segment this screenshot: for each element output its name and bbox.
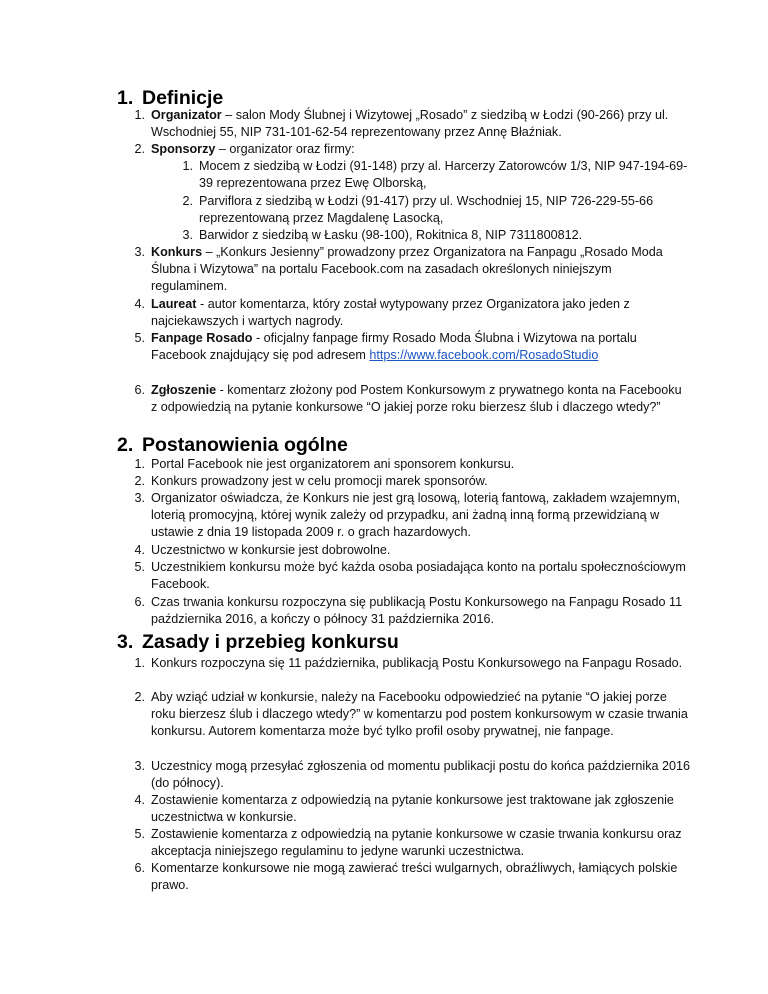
list-item: 4. Uczestnictwo w konkursie jest dobrowolne. bbox=[134, 543, 391, 557]
list-item: 5. Uczestnikiem konkursu może być każda osoba posiadająca konto na portalu społecznościowym Facebook. bbox=[134, 560, 686, 592]
list-item: 2. Sponsorzy – organizator oraz firmy: bbox=[134, 142, 355, 156]
list-item: 6. Czas trwania konkursu rozpoczyna się publikacją Postu Konkursowego na Fanpagu Rosado 11 października 2016, a kończy o północy 31 października 2016. bbox=[134, 595, 683, 627]
list-item: 5. Fanpage Rosado - oficjalny fanpage firmy Rosado Moda Ślubna i Wizytowa na portalu Facebook znajdujący się pod adresem https://www.facebook.com/RosadoStudio bbox=[134, 331, 637, 363]
sub-list-item: 1. Mocem z siedzibą w Łodzi (91-148) przy al. Harcerzy Zatorowców 1/3, NIP 947-194-69-39 reprezentowana przez Ewę Olborską, bbox=[182, 159, 688, 191]
list-item: 2. Konkurs prowadzony jest w celu promocji marek sponsorów. bbox=[134, 474, 488, 488]
list-item: 3. Konkurs – „Konkurs Jesienny” prowadzony przez Organizatora na Fanpagu „Rosado Moda Ślubna i Wizytowa” na portalu Facebook.com na zasadach określonych niniejszym regulaminem. bbox=[134, 245, 663, 294]
fanpage-link[interactable]: https://www.facebook.com/RosadoStudio bbox=[369, 348, 599, 363]
section-heading-postanowienia: 2. Postanowienia ogólne bbox=[117, 434, 348, 456]
sub-list-item: 3. Barwidor z siedzibą w Łasku (98-100), Rokitnica 8, NIP 7311800812. bbox=[182, 228, 583, 242]
list-item: 2. Aby wziąć udział w konkursie, należy na Facebooku odpowiedzieć na pytanie “O jakiej porze roku bierzesz ślub i dlaczego wtedy?” w komentarzu pod postem konkursowym w czasie trwania konkursu. Autorem komentarza może być tylko profil osoby prywatnej, nie fanpage. bbox=[134, 690, 688, 739]
list-item: 3. Uczestnicy mogą przesyłać zgłoszenia od momentu publikacji postu do końca października 2016 (do północy). bbox=[134, 759, 691, 791]
list-item: 6. Zgłoszenie - komentarz złożony pod Postem Konkursowym z prywatnego konta na Facebooku z odpowiedzią na pytanie konkursowe “O jakiej porze roku bierzesz ślub i dlaczego wtedy?” bbox=[134, 383, 682, 415]
list-item: 5. Zostawienie komentarza z odpowiedzią na pytanie konkursowe w czasie trwania konkursu oraz akceptacja niniejszego regulaminu to jedyne warunki uczestnictwa. bbox=[134, 827, 682, 859]
list-item: 3. Organizator oświadcza, że Konkurs nie jest grą losową, loterią fantową, zakładem wzajemnym, loterią promocyjną, której wynik zależy od przypadku, ani żadną inną formą przewidzianą w ustawie z dnia 19 listopada 2009 r. o grach hazardowych. bbox=[134, 491, 681, 540]
section-heading-zasady: 3. Zasady i przebieg konkursu bbox=[117, 631, 399, 653]
list-item: 4. Laureat - autor komentarza, który został wytypowany przez Organizatora jako jeden z najciekawszych i wartych nagrody. bbox=[134, 297, 630, 329]
list-item: 1. Portal Facebook nie jest organizatorem ani sponsorem konkursu. bbox=[134, 457, 515, 471]
list-item: 6. Komentarze konkursowe nie mogą zawierać treści wulgarnych, obraźliwych, łamiących polskie prawo. bbox=[134, 861, 678, 893]
sub-list-item: 2. Parviflora z siedzibą w Łodzi (91-417) przy ul. Wschodniej 15, NIP 726-229-55-66 reprezentowaną przez Magdalenę Lasocką, bbox=[182, 194, 654, 226]
section-heading-definicje: 1. Definicje bbox=[117, 87, 224, 109]
list-item: 4. Zostawienie komentarza z odpowiedzią na pytanie konkursowe jest traktowane jak zgłoszenie uczestnictwa w konkursie. bbox=[134, 793, 674, 825]
list-item: 1. Organizator – salon Mody Ślubnej i Wizytowej „Rosado” z siedzibą w Łodzi (90-266) przy ul. Wschodniej 55, NIP 731-101-62-54 reprezentowany przez Annę Błaźniak. bbox=[134, 108, 669, 140]
list-item: 1. Konkurs rozpoczyna się 11 października, publikacją Postu Konkursowego na Fanpagu Rosado. bbox=[134, 656, 683, 670]
